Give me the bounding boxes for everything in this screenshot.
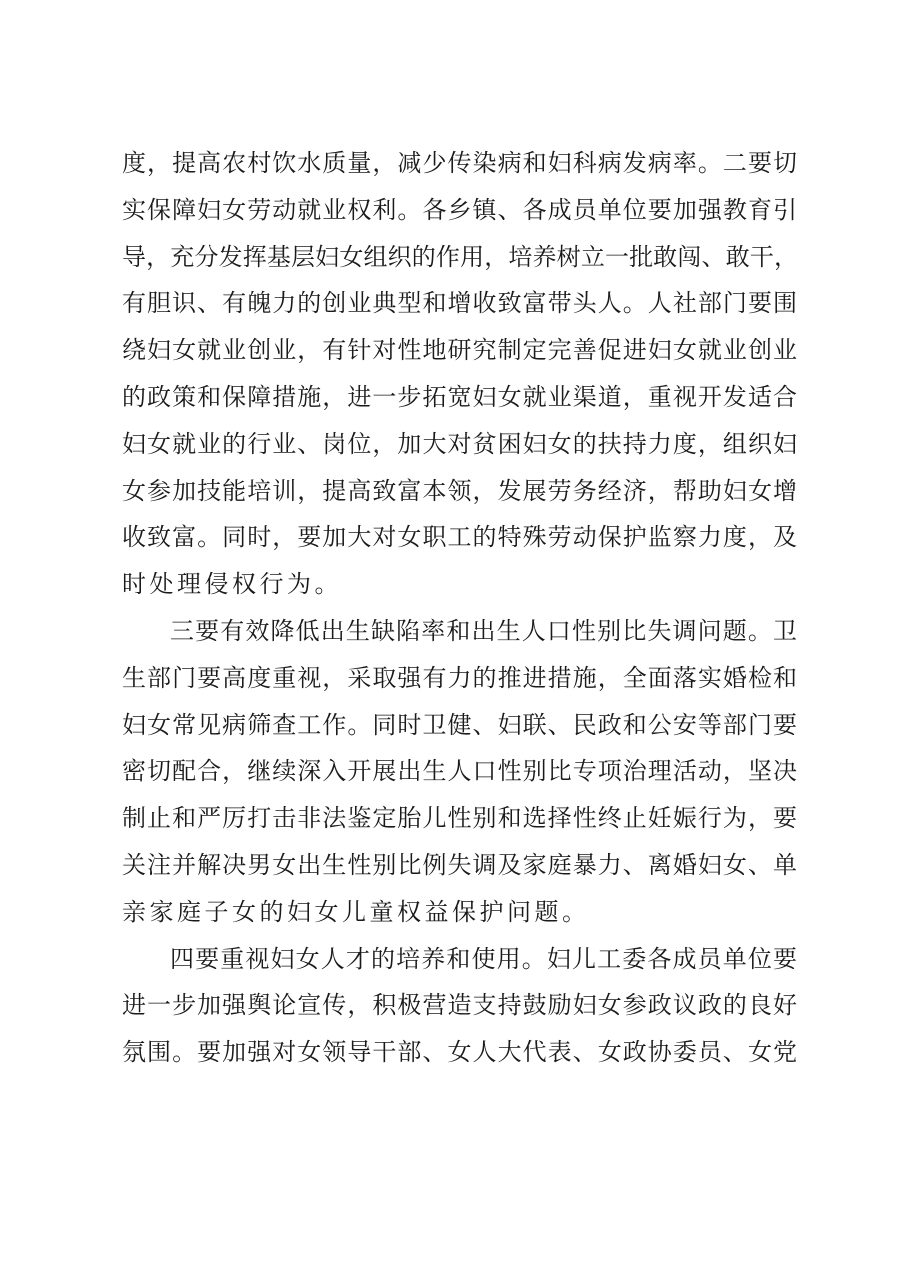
paragraph-1-line-4: 有胆识、有魄力的创业典型和增收致富带头人。人社部门要围 xyxy=(122,289,798,318)
paragraph-2-line-1: 三要有效降低出生缺陷率和出生人口性别比失调问题。卫 xyxy=(170,616,798,645)
paragraph-2-line-5: 制止和严厉打击非法鉴定胎儿性别和选择性终止妊娠行为，要 xyxy=(122,804,798,833)
paragraph-1-line-9: 收致富。同时，要加大对女职工的特殊劳动保护监察力度，及 xyxy=(122,523,798,552)
paragraph-3-line-3: 氛围。要加强对女领导干部、女人大代表、女政协委员、女党 xyxy=(122,1038,798,1067)
paragraph-2-line-6: 关注并解决男女出生性别比例失调及家庭暴力、离婚妇女、单 xyxy=(122,850,798,879)
paragraph-3-line-2: 进一步加强舆论宣传，积极营造支持鼓励妇女参政议政的良好 xyxy=(122,991,798,1020)
paragraph-1-line-6: 的政策和保障措施，进一步拓宽妇女就业渠道，重视开发适合 xyxy=(122,382,798,411)
paragraph-1-line-2: 实保障妇女劳动就业权利。各乡镇、各成员单位要加强教育引 xyxy=(122,195,798,224)
paragraph-2-line-3: 妇女常见病筛查工作。同时卫健、妇联、民政和公安等部门要 xyxy=(122,710,798,739)
paragraph-2-line-4: 密切配合，继续深入开展出生人口性别比专项治理活动，坚决 xyxy=(122,757,798,786)
document-body xyxy=(122,140,798,1076)
paragraph-2-line-2: 生部门要高度重视，采取强有力的推进措施，全面落实婚检和 xyxy=(122,663,798,692)
paragraph-3-line-1: 四要重视妇女人才的培养和使用。妇儿工委各成员单位要 xyxy=(170,944,798,973)
paragraph-1-line-5: 绕妇女就业创业，有针对性地研究制定完善促进妇女就业创业 xyxy=(122,336,798,365)
paragraph-1-line-8: 女参加技能培训，提高致富本领，发展劳务经济，帮助妇女增 xyxy=(122,476,798,505)
paragraph-1-line-1: 度，提高农村饮水质量，减少传染病和妇科病发病率。二要切 xyxy=(122,149,798,177)
paragraph-1-line-3: 导，充分发挥基层妇女组织的作用，培养树立一批敢闯、敢干， xyxy=(122,242,798,271)
paragraph-1-line-10: 时处理侵权行为。 xyxy=(122,570,342,599)
paragraph-1-line-7: 妇女就业的行业、岗位，加大对贫困妇女的扶持力度，组织妇 xyxy=(122,429,798,458)
paragraph-2-line-7: 亲家庭子女的妇女儿童权益保护问题。 xyxy=(122,897,590,926)
